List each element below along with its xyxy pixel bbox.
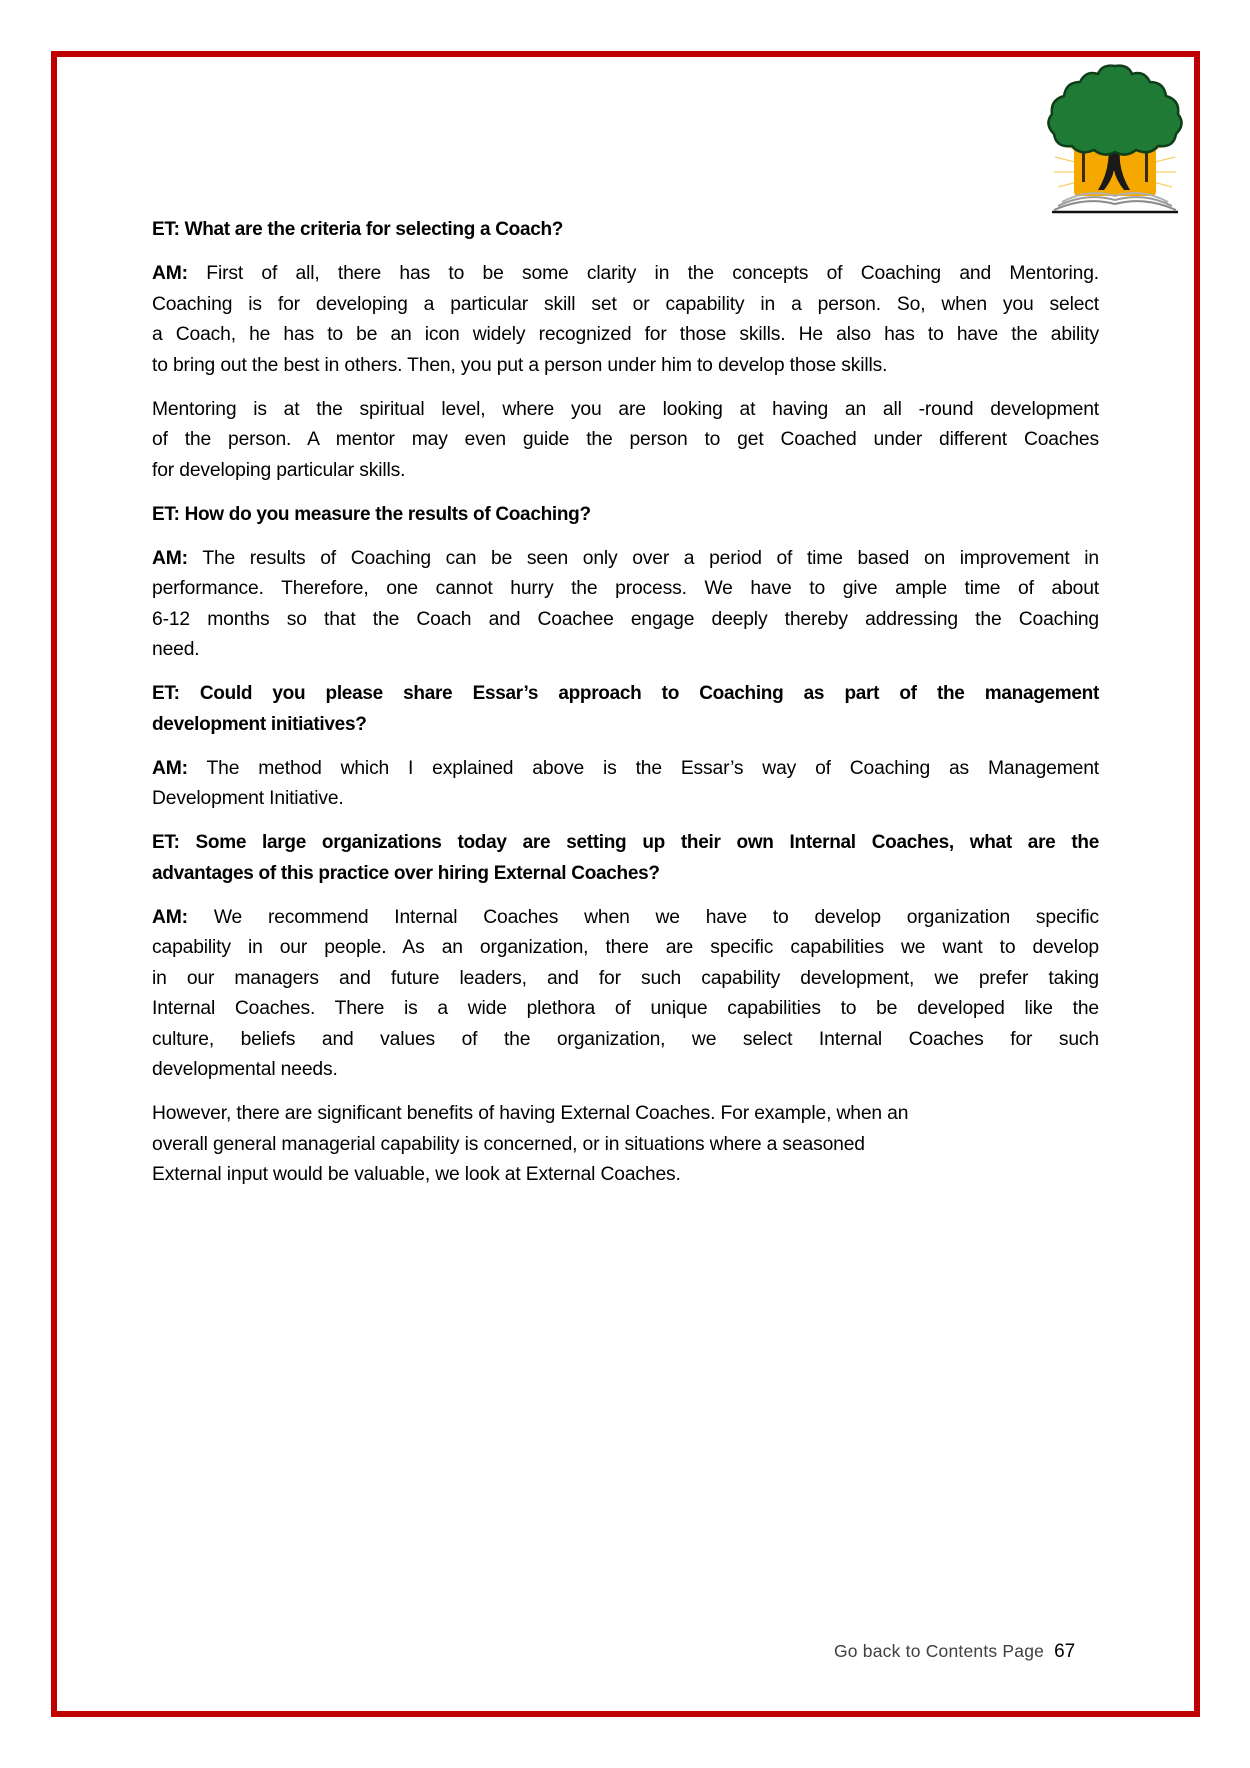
answer-line: Internal Coaches. There is a wide plethora of unique capabilities to be developed like the — [152, 998, 1099, 1019]
answer-line: developmental needs. — [152, 1059, 338, 1080]
mentoring-paragraph — [152, 395, 1099, 487]
answer-line: The results of Coaching can be seen only over a period of time based on improvement in — [187, 547, 1099, 569]
answer-line: in our managers and future leaders, and for such capability development, we prefer taking — [152, 967, 1099, 989]
answer-line: performance. Therefore, one cannot hurry the process. We have to give ample time of about — [152, 578, 1099, 599]
question-line: advantages of this practice over hiring External Coaches? — [152, 862, 660, 884]
answer-criteria-selecting-coach — [152, 259, 1099, 381]
text-line: External input would be valuable, we look at External Coaches. — [152, 1164, 681, 1185]
answer-line: a Coach, he has to be an icon widely recognized for those skills. He also has to have the ability — [152, 324, 1099, 345]
speaker-label: AM: — [152, 757, 188, 779]
question-internal-coaches — [152, 828, 1099, 889]
answer-internal-coaches — [152, 903, 1099, 1086]
speaker-label: AM: — [152, 263, 188, 284]
page-footer — [834, 1636, 1075, 1666]
contents-page-link[interactable]: Go back to Contents Page — [834, 1641, 1045, 1661]
answer-line: The method which I explained above is the Essar’s way of Coaching as Management — [187, 757, 1099, 779]
question-line: ET: Could you please share Essar’s approach to Coaching as part of the management — [152, 683, 1099, 704]
answer-line: capability in our people. As an organization, there are specific capabilities we want to develop — [152, 937, 1099, 958]
answer-line: We recommend Internal Coaches when we have to develop organization specific — [187, 906, 1099, 928]
text-line: However, there are significant benefits of having External Coaches. For example, when an — [152, 1103, 909, 1124]
speaker-label: AM: — [152, 547, 188, 569]
text-line: of the person. A mentor may even guide the person to get Coached under different Coaches — [152, 429, 1099, 450]
answer-line: Development Initiative. — [152, 788, 344, 809]
tree-book-logo-icon — [1040, 62, 1190, 214]
answer-line: culture, beliefs and values of the organization, we select Internal Coaches for such — [152, 1028, 1099, 1050]
interview-content — [152, 215, 1099, 1204]
question-essar-approach — [152, 679, 1099, 740]
question-line: development initiatives? — [152, 713, 367, 735]
page-number: 67 — [1054, 1641, 1076, 1662]
answer-measure-results — [152, 544, 1099, 666]
external-coaches-paragraph — [152, 1099, 1099, 1191]
answer-line: to bring out the best in others. Then, you put a person under him to develop those skills. — [152, 354, 888, 376]
question-criteria-selecting-coach — [152, 215, 1099, 246]
question-line: ET: What are the criteria for selecting a Coach? — [152, 219, 564, 240]
text-line: for developing particular skills. — [152, 459, 406, 481]
answer-line: Coaching is for developing a particular skill set or capability in a person. So, when you select — [152, 293, 1099, 315]
speaker-label: AM: — [152, 906, 188, 928]
answer-essar-approach — [152, 754, 1099, 815]
text-line: Mentoring is at the spiritual level, where you are looking at having an all -round development — [152, 398, 1099, 420]
question-measure-results — [152, 500, 1099, 531]
question-line: ET: How do you measure the results of Coaching? — [152, 503, 591, 525]
text-line: overall general managerial capability is concerned, or in situations where a seasoned — [152, 1133, 865, 1155]
answer-line: First of all, there has to be some clarity in the concepts of Coaching and Mentoring. — [187, 263, 1099, 284]
answer-line: 6-12 months so that the Coach and Coachee engage deeply thereby addressing the Coaching — [152, 608, 1099, 630]
answer-line: need. — [152, 639, 200, 660]
question-line: ET: Some large organizations today are setting up their own Internal Coaches, what are the — [152, 832, 1099, 853]
